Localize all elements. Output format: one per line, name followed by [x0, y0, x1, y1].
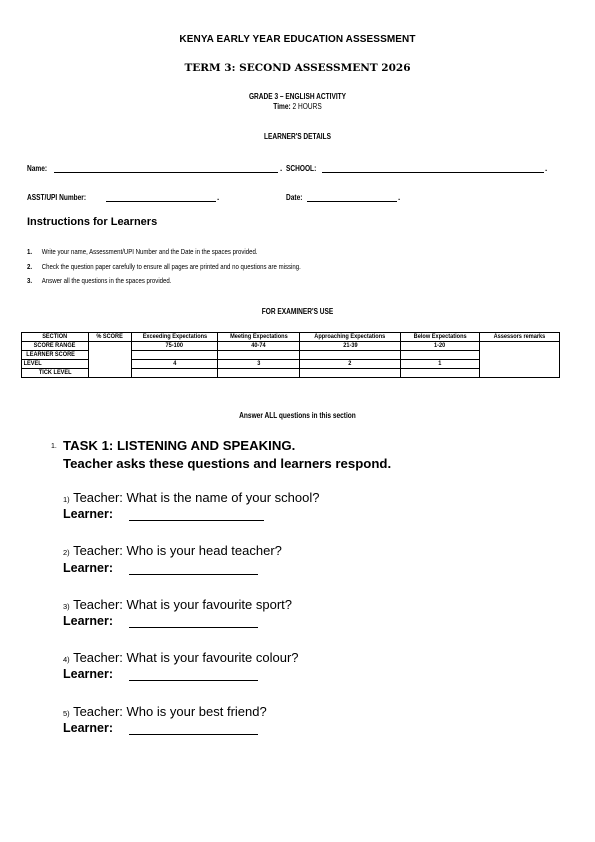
table-cell: 75-100 — [132, 342, 218, 351]
table-cell: 2 — [300, 360, 401, 369]
table-header-row — [22, 333, 560, 342]
upi-field[interactable] — [106, 201, 216, 202]
question-item: 4) Teacher: What is your favourite colour? — [63, 650, 299, 665]
answer-field[interactable] — [129, 734, 258, 735]
answer-field[interactable] — [129, 574, 258, 575]
answer-label: Learner: — [63, 561, 114, 575]
upi-field-label: ASST/UPI Number: — [27, 193, 87, 202]
question-item: 3) Teacher: What is your favourite sport? — [63, 597, 292, 612]
time-value: 2 HOURS — [292, 102, 322, 111]
instruction-item: 3. Answer all the questions in the spaces provided. — [27, 276, 172, 285]
table-cell: 4 — [132, 360, 218, 369]
question-item: 2) Teacher: Who is your head teacher? — [63, 543, 282, 558]
instructions-title: Instructions for Learners — [27, 216, 158, 228]
answer-label: Learner: — [63, 667, 114, 681]
table-cell[interactable] — [218, 351, 300, 360]
score-cell[interactable] — [89, 342, 132, 378]
date-field-label: Date: — [286, 193, 303, 202]
table-header-cell: Below Expectations — [401, 333, 480, 342]
examiner-title: FOR EXAMINER'S USE — [261, 307, 334, 316]
grade-title: GRADE 3 – ENGLISH ACTIVITY — [248, 92, 347, 101]
row-label: LEVEL — [22, 360, 89, 369]
table-cell: 1-20 — [401, 342, 480, 351]
name-field[interactable] — [54, 172, 278, 173]
instruction-item: 1. Write your name, Assessment/UPI Number and the Date in the spaces provided. — [27, 247, 258, 256]
time-label: Time: — [273, 102, 291, 111]
table-header-cell: Meeting Expectations — [218, 333, 300, 342]
row-label: SCORE RANGE — [22, 342, 89, 351]
task-title-line1: TASK 1: LISTENING AND SPEAKING. — [63, 438, 296, 453]
task-title-line2: Teacher asks these questions and learners respond. — [63, 456, 392, 471]
question-item: 5) Teacher: Who is your best friend? — [63, 704, 267, 719]
row-label: LEARNER SCORE — [22, 351, 89, 360]
time-line — [54, 102, 542, 111]
details-title: LEARNER'S DETAILS — [263, 132, 332, 141]
table-cell: 3 — [218, 360, 300, 369]
school-field[interactable] — [322, 172, 544, 173]
name-sep: . — [280, 164, 283, 173]
table-header-cell: SECTION — [22, 333, 89, 342]
row-label: TICK LEVEL — [22, 369, 89, 378]
table-cell[interactable] — [300, 369, 401, 378]
table-cell[interactable] — [132, 369, 218, 378]
table-cell: 21-39 — [300, 342, 401, 351]
answer-field[interactable] — [129, 680, 258, 681]
table-header-cell: Exceeding Expectations — [132, 333, 218, 342]
table-cell[interactable] — [401, 351, 480, 360]
task-title — [63, 437, 391, 473]
table-cell[interactable] — [132, 351, 218, 360]
remarks-cell[interactable] — [480, 342, 560, 378]
answer-label: Learner: — [63, 507, 114, 521]
table-header-cell: % SCORE — [89, 333, 132, 342]
answer-label: Learner: — [63, 614, 114, 628]
date-sep: . — [398, 193, 401, 202]
upi-sep: . — [217, 193, 220, 202]
table-cell: 40-74 — [218, 342, 300, 351]
table-header-cell: Assessors remarks — [480, 333, 560, 342]
date-field[interactable] — [307, 201, 397, 202]
table-cell[interactable] — [300, 351, 401, 360]
section-note: Answer ALL questions in this section — [239, 411, 356, 420]
table-cell[interactable] — [401, 369, 480, 378]
examiner-table — [21, 332, 560, 378]
table-row — [22, 342, 560, 351]
table-cell: 1 — [401, 360, 480, 369]
answer-label: Learner: — [63, 721, 114, 735]
instruction-item: 2. Check the question paper carefully to ensure all pages are printed and no questions are missing. — [27, 262, 301, 271]
answer-field[interactable] — [129, 627, 258, 628]
school-field-label: SCHOOL: — [286, 164, 317, 173]
org-title: KENYA EARLY YEAR EDUCATION ASSESSMENT — [179, 34, 416, 45]
name-field-label: Name: — [27, 164, 48, 173]
answer-field[interactable] — [129, 520, 264, 521]
question-item: 1) Teacher: What is the name of your school? — [63, 490, 320, 505]
table-header-cell: Approaching Expectations — [300, 333, 401, 342]
task-number: 1. — [51, 443, 57, 450]
table-cell[interactable] — [218, 369, 300, 378]
school-sep: . — [545, 164, 548, 173]
term-title: TERM 3: SECOND ASSESSMENT 2026 — [184, 62, 411, 74]
